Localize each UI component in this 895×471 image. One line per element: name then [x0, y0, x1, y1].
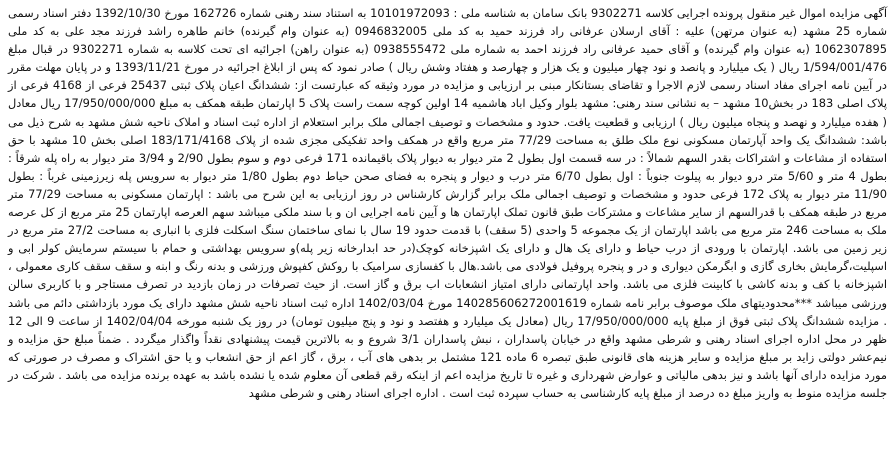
notice-text: آگهی مزایده اموال غیر منقول پرونده اجرایی کلاسه 9302271 بانک سامان به شناسه ملی : 10101972093 به استناد سند رهنی شماره 162726 مورخ 1392/10/30 دفتر اسناد رسمی شماره 25 مشهد (به عنوان مرتهن) علیه : آقای ارسلان عرفانی راد فرزند حمید به کد ملی 0946832005 (به عنوان وام گیرنده) خانم طاهره راشد فرزند مجد علی به کد ملی 1062307895 (به عنوان وام گیرنده) و آقای حمید عرفانی راد فرزند احمد به شماره ملی 0938555472 (به عنوان راهن) اجرائیه ای تحت کلاسه به شماره 9302271 در قبال مبلغ 1/594/001/476 ریال ( یک میلیارد و پانصد و نود چهار میلیون و یک هزار و چهارصد و هفتاد وشش ریال ) صادر نمود که پس از ابلاغ اجرائیه در مورخ 1393/11/21 و در پایان مهلت مقرر در آیین نامه اجرای مفاد اسناد رسمی لازم الاجرا و تقاضای بستانکار مبنی بر ارزیابی و مزایده در مورد وثیقه که عبارتست از: ششدانگ اعیان پلاک ثبتی 25437 فرعی از 4168 فرعی از پلاک اصلی 183 در بخش10 مشهد – به نشانی سند رهنی: مشهد بلوار وکیل اباد هاشمیه 14 اولین کوچه سمت راست پلاک 5 اپارتمان طبقه همکف به مبلغ 17/950/000/000 ریال معادل ( هفده میلیارد و نهصد و پنجاه میلیون ریال ) ارزیابی و قطعیت یافت. حدود و مشخصات و توصیف اجمالی ملک برابر استعلام از اداره ثبت اسناد و املاک ناحیه شش مشهد به شرح ذیل می باشد: ششدانگ یک واحد آپارتمان مسکونی نوع ملک طلق به مساحت 77/29 متر مربع واقع در همکف واحد تفکیکی مجزی شده از پلاک 183/171/4168 اصلی بخش 10 مشهد با حق استفاده از مشاعات و اشتراکات بقدر السهم شمالاً : در سه قسمت اول بطول 2 متر دیوار به دیوار پلاک باقیمانده 171 فرعی دوم و سوم بطول 2/90 و 3/94 متر دیوار به راه پله شرقاً : بطول 4 متر و 5/60 متر درو دیوار به پیلوت جنوباً : اول بطول 6/70 متر درب و دیوار و پنجره به فضای صحن حیاط دوم بطول 1/80 متر دیوار به سرویس پله زیرزمینی غرباً : بطول 11/90 متر دیوار به پلاک 172 فرعی حدود و مشخصات و توصیف اجمالی ملک برابر گزارش کارشناس در روز ارزیابی به این شرح می باشد : اپارتمان مسکونی به مساحت 77/29 متر مربع در طبقه همکف با قدرالسهم از سایر مشاعات و مشترکات طبق قانون تملک اپارتمان ها و آیین نامه اجرایی ان و با سند ملکی میباشد سهم العرصه اپارتمان 25 متر مربع از کل عرصه ملک به مساحت 246 متر مربع می باشد اپارتمان از یک مجموعه 5 واحدی (5 سقف) با قدمت حدود 19 سال با نمای ساختمان سنگ اسکلت فلزی با انباری به مساحت 27/2 متر مربع در زیر زمین می باشد. اپارتمان با ورودی از درب حیاط و دارای یک هال و دارای یک اشپزخانه کوچک(در حد ابدارخانه زیر پله)و سرویس بهداشتی و حمام با سیستم سرمایش کولر ابی و اسپلیت،گرمایش بخاری گازی و ابگرمکن دیواری و در و پنجره پروفیل فولادی می باشد.هال با کفسازی سرامیک با روکش کفپوش ورزشی و بدنه رنگ و ابنه و سقف سقف کاری معمولی ، اشپزخانه با کف و بدنه کاشی با کابینت فلزی می باشد. واحد اپارتمانی دارای امتیاز انشعابات اب برق و گاز است. از حیث تصرفات در زمان بازدید در تصرف مستاجر و با کاربری سالن ورزشی میباشد ***محدودیتهای ملک موصوف برابر نامه شماره 140285606272001619 مورخ 1402/03/04 اداره ثبت اسناد ناحیه شش مشهد دارای یک مورد بازداشتی دائم می باشد . مزایده ششدانگ پلاک ثبتی فوق از مبلغ پایه 17/950/000/000 ریال (معادل یک میلیارد و هفتصد و نود و پنج میلیون تومان) در روز یک شنبه مورخه 1402/04/04 از ساعت 9 الی 12 ظهر در محل اداره اجرای اسناد رهنی و شرطی مشهد واقع در خیابان پاسداران ، نبش پاسداران 3/1 شروع و به بالاترین قیمت پیشنهادی نقداً واگذار میگردد . ضمناً مبلغ حق مزایده و نیم‌عشر دولتی زاید بر مبلغ مزایده و سایر هزینه های قانونی طبق تبصره 6 ماده 121 مشتمل بر بدهی های آب ، برق ، گاز اعم از حق انشعاب و یا حق اشتراک و مصرف در صورتی که مورد مزایده دارای آنها باشد و نیز بدهی مالیاتی و عوارض شهرداری و غیره تا تاریخ مزایده اعم از اینکه رقم قطعی آن معلوم شده یا نشده باشد به عهده برنده مزایده می باشد . شرکت در جلسه مزایده منوط به واریز مبلغ ده درصد از مبلغ پایه کارشناسی به حساب سپرده ثبت است . اداره اجرای اسناد رهنی و شرطی مشهد	[8, 6, 888, 400]
